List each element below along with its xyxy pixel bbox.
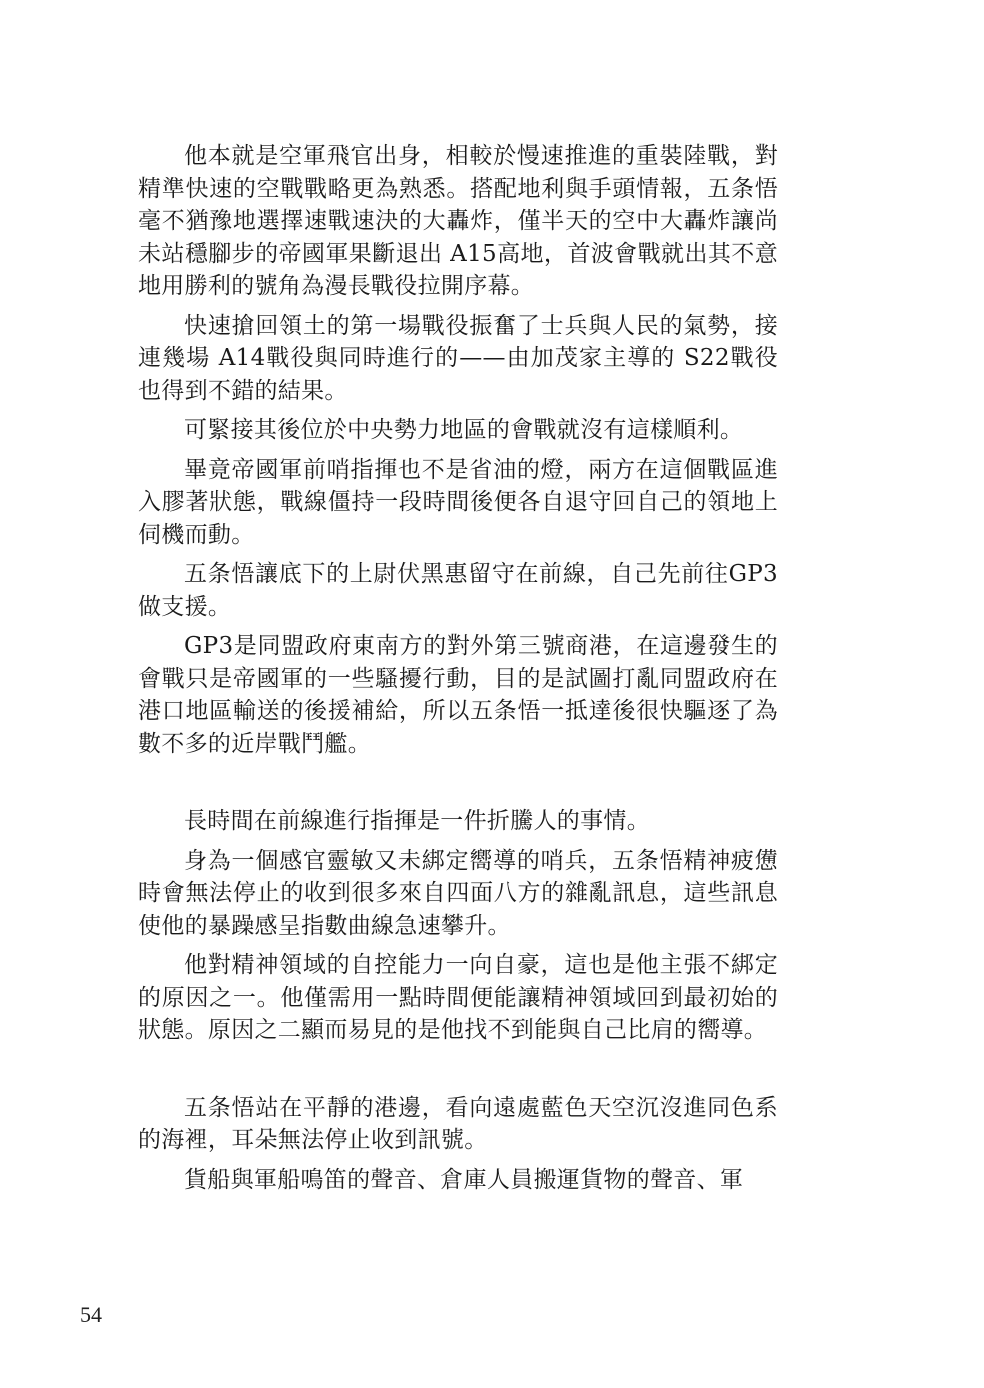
paragraph-7: 長時間在前線進行指揮是一件折騰人的事情。 bbox=[184, 808, 650, 834]
paragraph-11: 貨船與軍船鳴笛的聲音、倉庫人員搬運貨物的聲音、軍 bbox=[184, 1166, 744, 1193]
paragraph-8: 身為一個感官靈敏又未綁定嚮導的哨兵，五条悟精神疲憊時會無法停止的收到很多來自四面八方的雜亂訊息，這些訊息使他的暴躁感呈指數曲線急速攀升。 bbox=[138, 847, 778, 939]
paragraph-4: 畢竟帝國軍前哨指揮也不是省油的燈，兩方在這個戰區進入膠著狀態，戰線僵持一段時間後便各自退守回自己的領地上伺機而動。 bbox=[138, 456, 778, 548]
page-number: 54 bbox=[80, 1302, 102, 1327]
paragraph-9: 他對精神領域的自控能力一向自豪，這也是他主張不綁定的原因之一。他僅需用一點時間便能讓精神領域回到最初始的狀態。原因之二顯而易見的是他找不到能與自己比肩的嚮導。 bbox=[138, 952, 778, 1043]
paragraph-2: 快速搶回領土的第一場戰役振奮了士兵與人民的氣勢，接連幾場 A14戰役與同時進行的——由加茂家主導的 S22戰役也得到不錯的結果。 bbox=[138, 312, 778, 404]
paragraph-10: 五条悟站在平靜的港邊，看向遠處藍色天空沉沒進同色系的海裡，耳朵無法停止收到訊號。 bbox=[138, 1094, 778, 1153]
paragraph-3: 可緊接其後位於中央勢力地區的會戰就沒有這樣順利。 bbox=[184, 417, 744, 443]
body-text bbox=[138, 140, 778, 1196]
paragraph-6: GP3是同盟政府東南方的對外第三號商港，在這邊發生的會戰只是帝國軍的一些騷擾行動，目的是試圖打亂同盟政府在港口地區輸送的後援補給，所以五条悟一抵達後很快驅逐了為數不多的近岸戰鬥艦。 bbox=[138, 633, 778, 757]
paragraph-1: 他本就是空軍飛官出身，相較於慢速推進的重裝陸戰，對精準快速的空戰戰略更為熟悉。搭配地利與手頭情報，五条悟毫不猶豫地選擇速戰速決的大轟炸，僅半天的空中大轟炸讓尚未站穩腳步的帝國軍果斷退出 A15高地，首波會戰就出其不意地用勝利的號角為漫長戰役拉開序幕。 bbox=[138, 143, 778, 299]
paragraph-5: 五条悟讓底下的上尉伏黑惠留守在前線，自己先前往GP3做支援。 bbox=[138, 561, 778, 620]
